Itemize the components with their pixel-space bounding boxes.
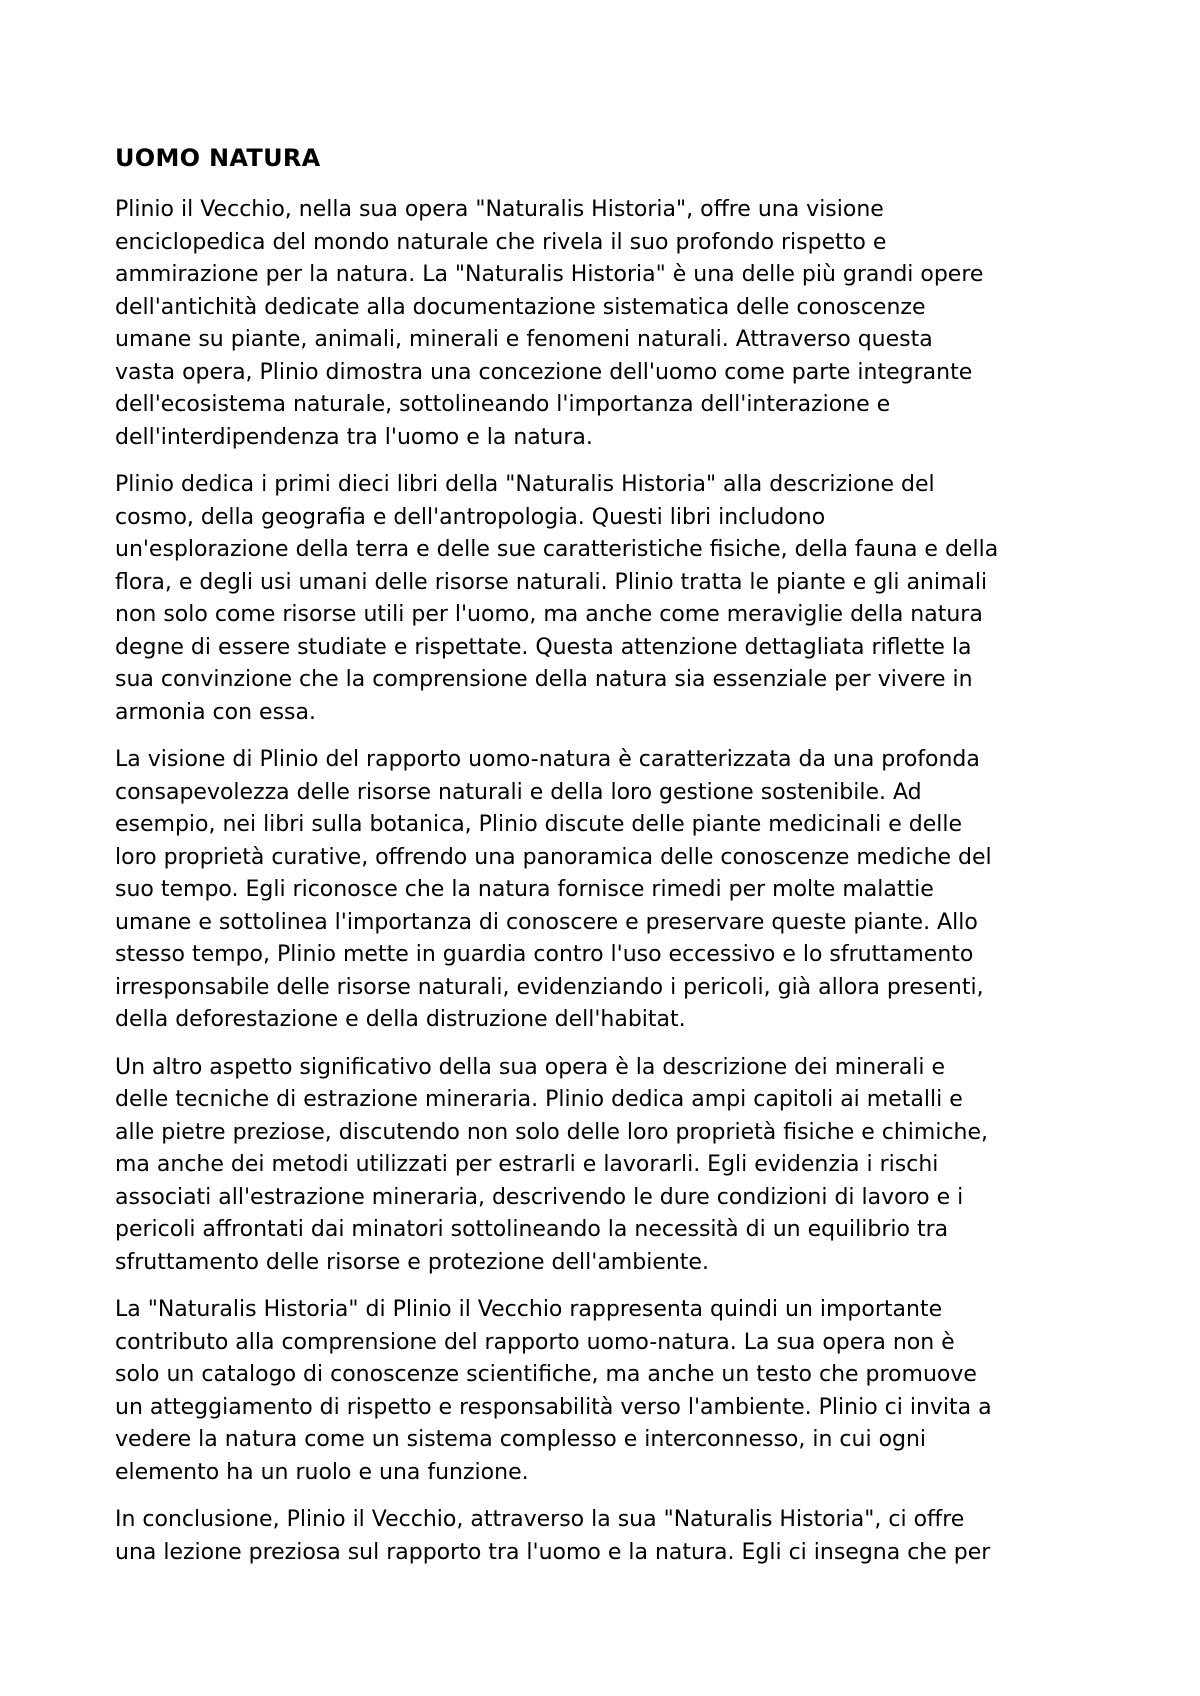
document-body [115,194,1100,1569]
text-line: suo tempo. Egli riconosce che la natura fornisce rimedi per molte malattie [115,877,934,902]
text-line: ma anche dei metodi utilizzati per estrarli e lavorarli. Egli evidenzia i rischi [115,1152,939,1177]
text-line: consapevolezza delle risorse naturali e della loro gestione sostenibile. Ad [115,779,922,805]
text-line: dell'interdipendenza tra l'uomo e la natura. [115,424,593,450]
text-line: Plinio il Vecchio, nella sua opera "Naturalis Historia", offre una visione [115,197,884,222]
paragraph [115,469,1100,729]
text-line: delle tecniche di estrazione mineraria. Plinio dedica ampi capitoli ai metalli e [115,1087,963,1112]
text-line: vedere la natura come un sistema complesso e interconnesso, in cui ogni [115,1427,927,1452]
text-line: Plinio dedica i primi dieci libri della "Naturalis Historia" alla descrizione del [115,472,935,497]
text-line: ammirazione per la natura. La "Naturalis Historia" è una delle più grandi opere [115,262,984,287]
text-line: In conclusione, Plinio il Vecchio, attraverso la sua "Naturalis Historia", ci offre [115,1507,965,1532]
text-line: cosmo, della geografia e dell'antropologia. Questi libri includono [115,504,826,530]
text-line: associati all'estrazione mineraria, descrivendo le dure condizioni di lavoro e i [115,1184,964,1210]
text-line: umane e sottolinea l'importanza di conoscere e preservare queste piante. Allo [115,909,978,935]
text-line: umane su piante, animali, minerali e fenomeni naturali. Attraverso questa [115,327,933,352]
text-line: La "Naturalis Historia" di Plinio il Vecchio rappresenta quindi un importante [115,1297,943,1322]
paragraph [115,744,1100,1037]
text-line: alle pietre preziose, discutendo non solo delle loro proprietà fisiche e chimiche, [115,1119,989,1145]
text-line: contributo alla comprensione del rapporto uomo-natura. La sua opera non è [115,1329,955,1355]
text-line: degne di essere studiate e rispettate. Questa attenzione dettagliata riflette la [115,634,972,660]
text-line: loro proprietà curative, offrendo una panoramica delle conoscenze mediche del [115,844,992,870]
text-line: elemento ha un ruolo e una funzione. [115,1459,529,1485]
text-line: flora, e degli usi umani delle risorse naturali. Plinio tratta le piante e gli animali [115,569,988,595]
text-line: dell'antichità dedicate alla documentazione sistematica delle conoscenze [115,294,926,320]
text-line: La visione di Plinio del rapporto uomo-natura è caratterizzata da una profonda [115,747,980,772]
document-title: UOMO NATURA [115,144,321,172]
text-line: non solo come risorse utili per l'uomo, ma anche come meraviglie della natura [115,602,983,627]
text-line: esempio, nei libri sulla botanica, Plinio discute delle piante medicinali e delle [115,812,962,837]
text-line: un'esplorazione della terra e delle sue caratteristiche fisiche, della fauna e della [115,537,999,562]
text-line: armonia con essa. [115,699,316,725]
text-line: enciclopedica del mondo naturale che rivela il suo profondo rispetto e [115,229,887,255]
text-line: della deforestazione e della distruzione dell'habitat. [115,1007,686,1032]
text-line: solo un catalogo di conoscenze scientifiche, ma anche un testo che promuove [115,1362,977,1387]
text-line: pericoli affrontati dai minatori sottolineando la necessità di un equilibrio tra [115,1217,949,1242]
paragraph [115,1052,1100,1280]
text-line: vasta opera, Plinio dimostra una concezione dell'uomo come parte integrante [115,359,973,385]
text-line: sua convinzione che la comprensione della natura sia essenziale per vivere in [115,667,973,692]
text-line: stesso tempo, Plinio mette in guardia contro l'uso eccessivo e lo sfruttamento [115,942,974,967]
paragraph [115,1294,1100,1489]
text-line: irresponsabile delle risorse naturali, evidenziando i pericoli, già allora presenti, [115,974,984,1000]
text-line: un atteggiamento di rispetto e responsabilità verso l'ambiente. Plinio ci invita a [115,1394,992,1420]
text-line: dell'ecosistema naturale, sottolineando l'importanza dell'interazione e [115,392,891,417]
text-line: Un altro aspetto significativo della sua opera è la descrizione dei minerali e [115,1054,946,1080]
paragraph [115,194,1100,454]
text-line: sfruttamento delle risorse e protezione dell'ambiente. [115,1249,709,1275]
paragraph [115,1504,1100,1569]
text-line: una lezione preziosa sul rapporto tra l'uomo e la natura. Egli ci insegna che per [115,1539,991,1565]
